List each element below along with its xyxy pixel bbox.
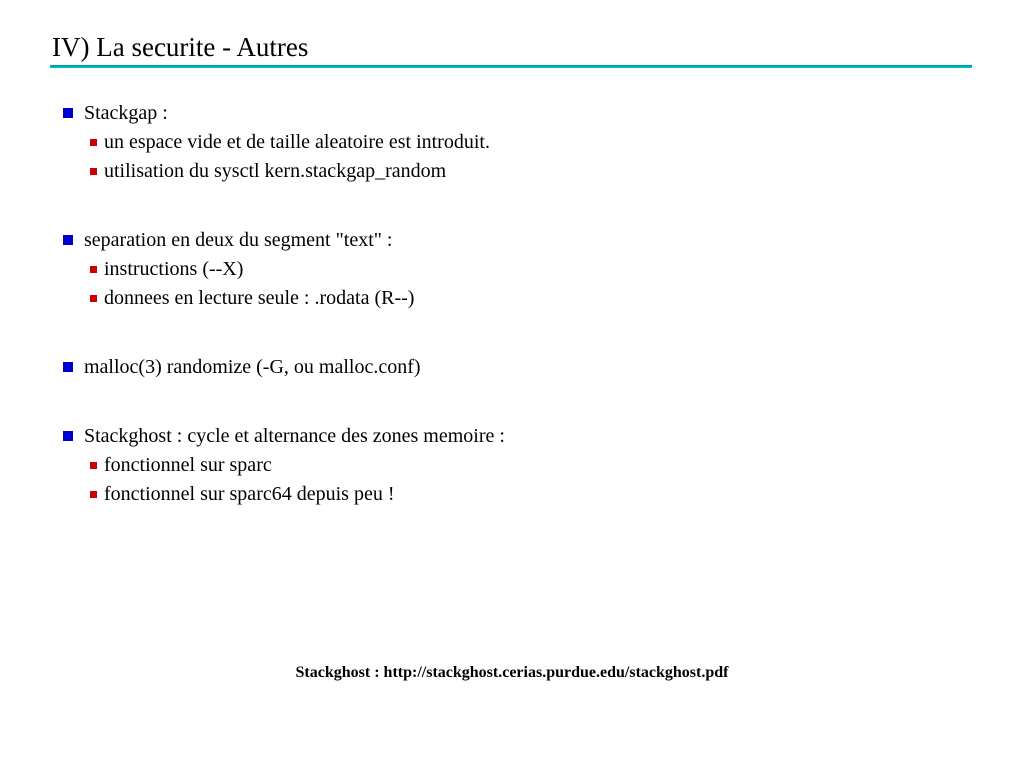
square-subbullet-icon [90, 462, 97, 469]
page-title: IV) La securite - Autres [52, 32, 309, 62]
list-item-label: Stackgap : [84, 102, 168, 124]
square-bullet-icon [63, 235, 73, 245]
sub-list-item-label: donnees en lecture seule : .rodata (R--) [104, 287, 415, 309]
bullet-group-stackghost [0, 422, 1024, 509]
square-bullet-icon [63, 431, 73, 441]
footer-reference-text: Stackghost : http://stackghost.cerias.purdue.edu/stackghost.pdf [295, 664, 729, 681]
square-subbullet-icon [90, 491, 97, 498]
sub-list-item [0, 480, 1024, 509]
slide-content [0, 99, 1024, 549]
bullet-group-text-segment [0, 226, 1024, 313]
square-subbullet-icon [90, 295, 97, 302]
bullet-group-stackgap [0, 99, 1024, 186]
list-item [0, 422, 1024, 451]
sub-list-item [0, 157, 1024, 186]
sub-list-item-label: fonctionnel sur sparc64 depuis peu ! [104, 483, 395, 505]
list-item-label: separation en deux du segment "text" : [84, 229, 393, 251]
sub-list-item [0, 128, 1024, 157]
square-subbullet-icon [90, 139, 97, 146]
title-underline-rule [50, 65, 972, 68]
bullet-group-malloc [0, 353, 1024, 382]
square-bullet-icon [63, 108, 73, 118]
sub-list-item-label: un espace vide et de taille aleatoire est introduit. [104, 131, 490, 153]
square-subbullet-icon [90, 266, 97, 273]
sub-list-item-label: fonctionnel sur sparc [104, 454, 272, 476]
square-subbullet-icon [90, 168, 97, 175]
list-item [0, 226, 1024, 255]
square-bullet-icon [63, 362, 73, 372]
list-item [0, 353, 1024, 382]
list-item-label: Stackghost : cycle et alternance des zones memoire : [84, 425, 505, 447]
list-item-label: malloc(3) randomize (-G, ou malloc.conf) [84, 356, 421, 378]
sub-list-item [0, 451, 1024, 480]
sub-list-item [0, 255, 1024, 284]
sub-list-item-label: instructions (--X) [104, 258, 244, 280]
list-item [0, 99, 1024, 128]
sub-list-item [0, 284, 1024, 313]
sub-list-item-label: utilisation du sysctl kern.stackgap_random [104, 160, 447, 182]
